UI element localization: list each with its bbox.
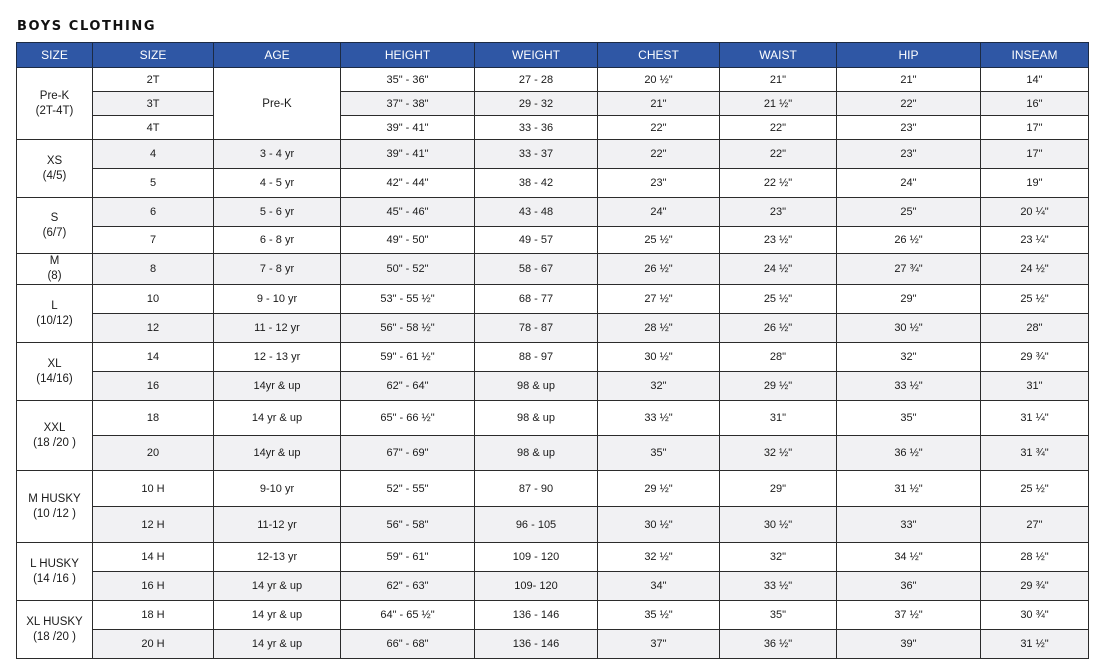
cell-inseam: 29 ¾" — [981, 572, 1089, 601]
header-age: AGE — [214, 43, 341, 68]
cell-inseam: 17" — [981, 140, 1089, 169]
cell-hip: 35" — [837, 401, 981, 436]
cell-age: 5 - 6 yr — [214, 198, 341, 227]
size-group-label: XL HUSKY (18 /20 ) — [17, 601, 93, 659]
cell-weight: 88 - 97 — [475, 343, 598, 372]
cell-size: 12 — [93, 314, 214, 343]
table-row — [17, 343, 1089, 372]
cell-weight: 33 - 36 — [475, 116, 598, 140]
cell-size: 5 — [93, 169, 214, 198]
header-size-number: SIZE — [93, 43, 214, 68]
header-inseam: INSEAM — [981, 43, 1089, 68]
cell-chest: 27 ½" — [598, 285, 720, 314]
cell-chest: 37" — [598, 630, 720, 659]
cell-hip: 32" — [837, 343, 981, 372]
cell-weight: 96 - 105 — [475, 507, 598, 543]
cell-chest: 34" — [598, 572, 720, 601]
cell-inseam: 24 ½" — [981, 254, 1089, 285]
cell-size: 20 — [93, 436, 214, 471]
cell-age: 11 - 12 yr — [214, 314, 341, 343]
cell-size: 10 H — [93, 471, 214, 507]
cell-height: 50" - 52" — [341, 254, 475, 285]
cell-inseam: 27" — [981, 507, 1089, 543]
header-row — [17, 43, 1089, 68]
cell-chest: 32 ½" — [598, 543, 720, 572]
cell-height: 35" - 36" — [341, 68, 475, 92]
cell-hip: 27 ¾" — [837, 254, 981, 285]
cell-height: 65" - 66 ½" — [341, 401, 475, 436]
cell-weight: 58 - 67 — [475, 254, 598, 285]
cell-inseam: 25 ½" — [981, 285, 1089, 314]
cell-hip: 23" — [837, 140, 981, 169]
table-row — [17, 68, 1089, 92]
table-row — [17, 507, 1089, 543]
cell-waist: 36 ½" — [720, 630, 837, 659]
cell-hip: 25" — [837, 198, 981, 227]
cell-hip: 37 ½" — [837, 601, 981, 630]
cell-waist: 26 ½" — [720, 314, 837, 343]
header-chest: CHEST — [598, 43, 720, 68]
cell-size: 3T — [93, 92, 214, 116]
cell-weight: 29 - 32 — [475, 92, 598, 116]
cell-chest: 23" — [598, 169, 720, 198]
cell-size: 18 H — [93, 601, 214, 630]
cell-age: 14yr & up — [214, 436, 341, 471]
cell-weight: 27 - 28 — [475, 68, 598, 92]
cell-waist: 33 ½" — [720, 572, 837, 601]
table-row — [17, 140, 1089, 169]
cell-weight: 98 & up — [475, 372, 598, 401]
cell-weight: 38 - 42 — [475, 169, 598, 198]
cell-inseam: 16" — [981, 92, 1089, 116]
cell-hip: 23" — [837, 116, 981, 140]
cell-height: 42" - 44" — [341, 169, 475, 198]
cell-chest: 20 ½" — [598, 68, 720, 92]
cell-size: 4 — [93, 140, 214, 169]
cell-chest: 25 ½" — [598, 227, 720, 254]
cell-size: 6 — [93, 198, 214, 227]
cell-inseam: 29 ¾" — [981, 343, 1089, 372]
header-height: HEIGHT — [341, 43, 475, 68]
cell-age: 6 - 8 yr — [214, 227, 341, 254]
cell-height: 56" - 58" — [341, 507, 475, 543]
cell-size: 12 H — [93, 507, 214, 543]
cell-weight: 87 - 90 — [475, 471, 598, 507]
cell-age: 9-10 yr — [214, 471, 341, 507]
cell-waist: 25 ½" — [720, 285, 837, 314]
cell-height: 37" - 38" — [341, 92, 475, 116]
cell-weight: 78 - 87 — [475, 314, 598, 343]
cell-size: 2T — [93, 68, 214, 92]
cell-weight: 98 & up — [475, 436, 598, 471]
cell-weight: 109- 120 — [475, 572, 598, 601]
cell-chest: 30 ½" — [598, 343, 720, 372]
table-row — [17, 572, 1089, 601]
cell-size: 20 H — [93, 630, 214, 659]
header-hip: HIP — [837, 43, 981, 68]
cell-waist: 32" — [720, 543, 837, 572]
cell-weight: 33 - 37 — [475, 140, 598, 169]
cell-age: 7 - 8 yr — [214, 254, 341, 285]
cell-waist: 35" — [720, 601, 837, 630]
cell-hip: 36 ½" — [837, 436, 981, 471]
cell-hip: 21" — [837, 68, 981, 92]
cell-waist: 24 ½" — [720, 254, 837, 285]
cell-chest: 26 ½" — [598, 254, 720, 285]
size-group-label: M (8) — [17, 254, 93, 285]
cell-height: 67" - 69" — [341, 436, 475, 471]
table-row — [17, 254, 1089, 285]
cell-age: 11-12 yr — [214, 507, 341, 543]
header-waist: WAIST — [720, 43, 837, 68]
table-row — [17, 169, 1089, 198]
cell-waist: 23 ½" — [720, 227, 837, 254]
cell-inseam: 20 ¼" — [981, 198, 1089, 227]
cell-chest: 22" — [598, 140, 720, 169]
cell-hip: 29" — [837, 285, 981, 314]
cell-height: 39" - 41" — [341, 140, 475, 169]
page-title: BOYS CLOTHING — [17, 19, 157, 34]
table-row — [17, 198, 1089, 227]
cell-height: 59" - 61" — [341, 543, 475, 572]
cell-weight: 109 - 120 — [475, 543, 598, 572]
cell-waist: 22" — [720, 140, 837, 169]
table-row — [17, 116, 1089, 140]
table-row — [17, 543, 1089, 572]
cell-chest: 21" — [598, 92, 720, 116]
cell-age: 9 - 10 yr — [214, 285, 341, 314]
cell-height: 49" - 50" — [341, 227, 475, 254]
cell-hip: 39" — [837, 630, 981, 659]
cell-inseam: 31 ¼" — [981, 401, 1089, 436]
size-group-label: Pre-K (2T-4T) — [17, 68, 93, 140]
cell-chest: 24" — [598, 198, 720, 227]
cell-height: 56" - 58 ½" — [341, 314, 475, 343]
cell-age: 3 - 4 yr — [214, 140, 341, 169]
cell-inseam: 28 ½" — [981, 543, 1089, 572]
cell-inseam: 28" — [981, 314, 1089, 343]
cell-hip: 30 ½" — [837, 314, 981, 343]
cell-age: 12 - 13 yr — [214, 343, 341, 372]
size-chart-table — [16, 42, 1089, 659]
size-group-label: XL (14/16) — [17, 343, 93, 401]
table-row — [17, 314, 1089, 343]
cell-chest: 35" — [598, 436, 720, 471]
cell-weight: 136 - 146 — [475, 601, 598, 630]
cell-inseam: 31" — [981, 372, 1089, 401]
cell-age: Pre-K — [214, 68, 341, 140]
cell-age: 4 - 5 yr — [214, 169, 341, 198]
cell-age: 14 yr & up — [214, 572, 341, 601]
table-row — [17, 92, 1089, 116]
cell-chest: 29 ½" — [598, 471, 720, 507]
cell-hip: 31 ½" — [837, 471, 981, 507]
cell-hip: 33 ½" — [837, 372, 981, 401]
table-row — [17, 630, 1089, 659]
cell-size: 16 — [93, 372, 214, 401]
cell-inseam: 19" — [981, 169, 1089, 198]
cell-inseam: 31 ½" — [981, 630, 1089, 659]
size-group-label: M HUSKY (10 /12 ) — [17, 471, 93, 543]
cell-height: 45" - 46" — [341, 198, 475, 227]
cell-size: 14 — [93, 343, 214, 372]
cell-chest: 22" — [598, 116, 720, 140]
size-group-label: XS (4/5) — [17, 140, 93, 198]
cell-weight: 136 - 146 — [475, 630, 598, 659]
table-row — [17, 401, 1089, 436]
cell-chest: 35 ½" — [598, 601, 720, 630]
table-row — [17, 285, 1089, 314]
size-group-label: S (6/7) — [17, 198, 93, 254]
cell-waist: 29" — [720, 471, 837, 507]
cell-weight: 43 - 48 — [475, 198, 598, 227]
table-row — [17, 436, 1089, 471]
cell-waist: 28" — [720, 343, 837, 372]
cell-chest: 32" — [598, 372, 720, 401]
cell-size: 16 H — [93, 572, 214, 601]
cell-height: 53" - 55 ½" — [341, 285, 475, 314]
cell-inseam: 30 ¾" — [981, 601, 1089, 630]
cell-hip: 34 ½" — [837, 543, 981, 572]
cell-height: 62" - 63" — [341, 572, 475, 601]
cell-age: 14 yr & up — [214, 601, 341, 630]
cell-size: 18 — [93, 401, 214, 436]
cell-waist: 22 ½" — [720, 169, 837, 198]
table-row — [17, 372, 1089, 401]
cell-age: 14 yr & up — [214, 401, 341, 436]
table-row — [17, 227, 1089, 254]
cell-size: 4T — [93, 116, 214, 140]
cell-height: 52" - 55" — [341, 471, 475, 507]
cell-size: 10 — [93, 285, 214, 314]
cell-waist: 29 ½" — [720, 372, 837, 401]
header-weight: WEIGHT — [475, 43, 598, 68]
cell-waist: 22" — [720, 116, 837, 140]
cell-hip: 26 ½" — [837, 227, 981, 254]
cell-inseam: 14" — [981, 68, 1089, 92]
cell-chest: 28 ½" — [598, 314, 720, 343]
table-body — [17, 68, 1089, 659]
size-group-label: L HUSKY (14 /16 ) — [17, 543, 93, 601]
cell-chest: 30 ½" — [598, 507, 720, 543]
cell-size: 7 — [93, 227, 214, 254]
cell-inseam: 17" — [981, 116, 1089, 140]
header-size-col: SIZE — [17, 43, 93, 68]
cell-height: 64" - 65 ½" — [341, 601, 475, 630]
cell-waist: 23" — [720, 198, 837, 227]
cell-hip: 36" — [837, 572, 981, 601]
cell-weight: 68 - 77 — [475, 285, 598, 314]
cell-weight: 49 - 57 — [475, 227, 598, 254]
cell-size: 8 — [93, 254, 214, 285]
cell-chest: 33 ½" — [598, 401, 720, 436]
cell-height: 59" - 61 ½" — [341, 343, 475, 372]
cell-height: 62" - 64" — [341, 372, 475, 401]
cell-inseam: 31 ¾" — [981, 436, 1089, 471]
cell-waist: 32 ½" — [720, 436, 837, 471]
cell-waist: 21 ½" — [720, 92, 837, 116]
cell-size: 14 H — [93, 543, 214, 572]
cell-age: 12-13 yr — [214, 543, 341, 572]
cell-inseam: 25 ½" — [981, 471, 1089, 507]
size-group-label: XXL (18 /20 ) — [17, 401, 93, 471]
cell-waist: 30 ½" — [720, 507, 837, 543]
table-row — [17, 471, 1089, 507]
cell-age: 14 yr & up — [214, 630, 341, 659]
cell-waist: 31" — [720, 401, 837, 436]
cell-hip: 24" — [837, 169, 981, 198]
cell-waist: 21" — [720, 68, 837, 92]
cell-height: 39" - 41" — [341, 116, 475, 140]
cell-weight: 98 & up — [475, 401, 598, 436]
cell-age: 14yr & up — [214, 372, 341, 401]
cell-hip: 33" — [837, 507, 981, 543]
cell-hip: 22" — [837, 92, 981, 116]
size-group-label: L (10/12) — [17, 285, 93, 343]
cell-inseam: 23 ¼" — [981, 227, 1089, 254]
table-row — [17, 601, 1089, 630]
cell-height: 66" - 68" — [341, 630, 475, 659]
